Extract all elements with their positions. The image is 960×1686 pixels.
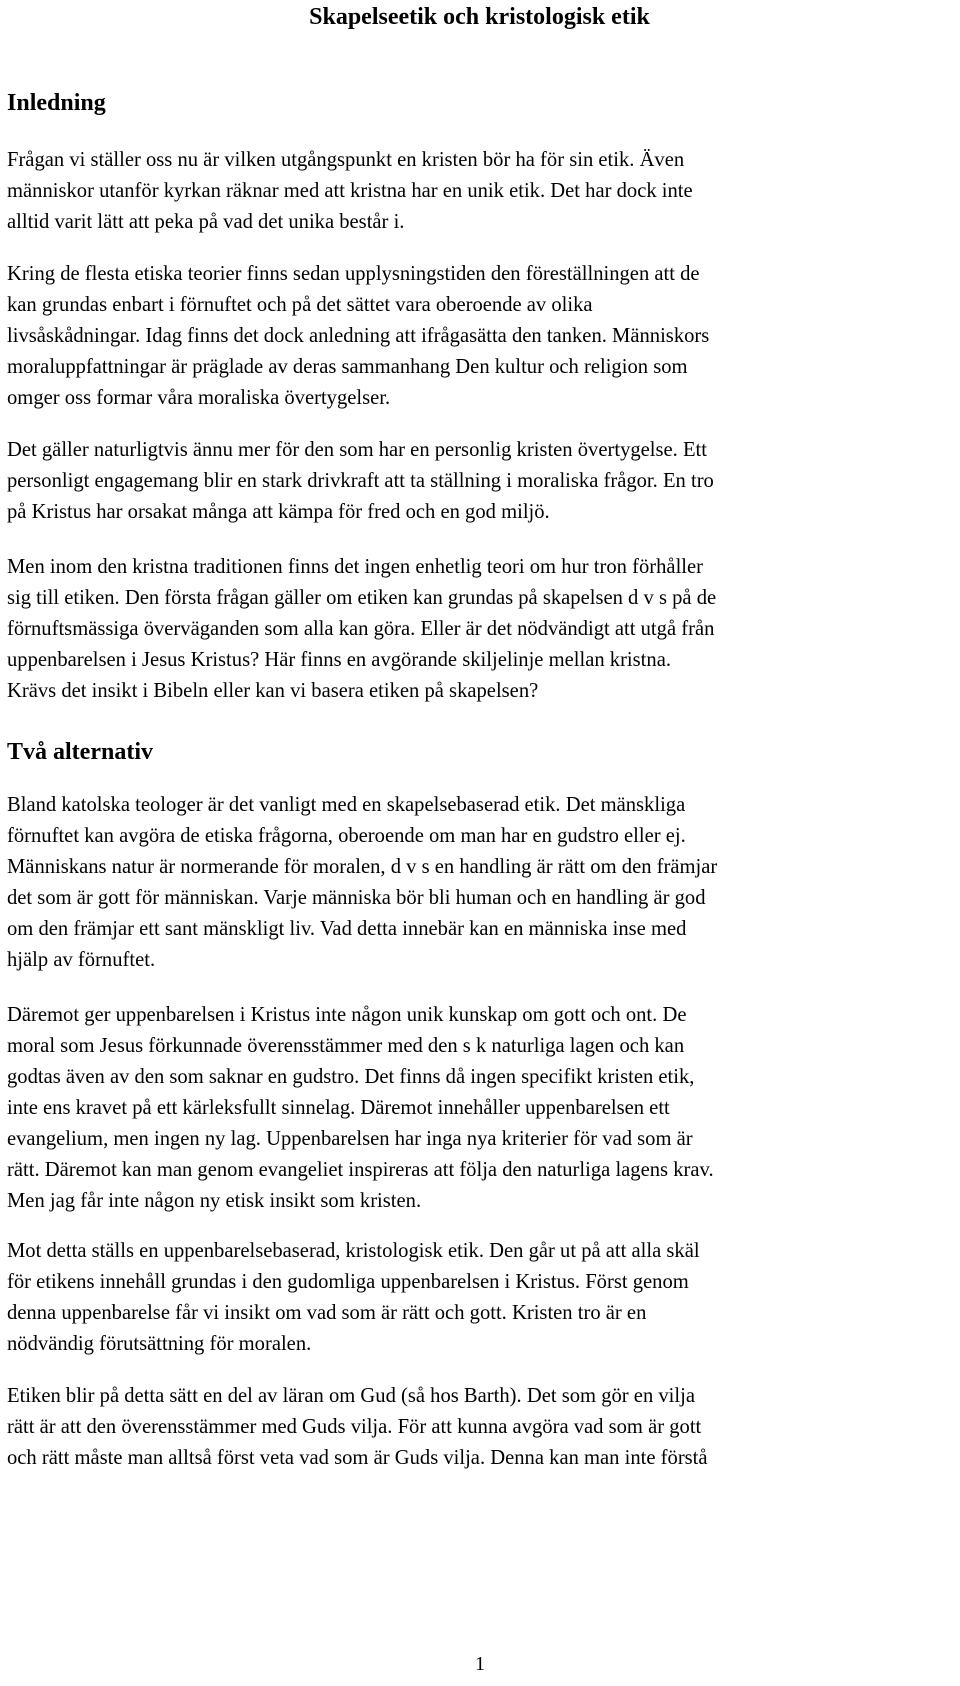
text-line: inte ens kravet på ett kärleksfullt sinnelag. Däremot innehåller uppenbarelsen ett bbox=[7, 1097, 670, 1119]
text-line: Det gäller naturligtvis ännu mer för den som har en personlig kristen övertygelse. Ett bbox=[7, 439, 707, 461]
text-line: Mot detta ställs en uppenbarelsebaserad, kristologisk etik. Den går ut på att alla skäl bbox=[7, 1240, 700, 1262]
text-line: kan grundas enbart i förnuftet och på det sättet vara oberoende av olika bbox=[7, 294, 593, 316]
paragraph bbox=[7, 435, 947, 528]
text-line: det som är gott för människan. Varje människa bör bli human och en handling är god bbox=[7, 887, 706, 909]
paragraph bbox=[7, 1381, 947, 1474]
text-line: Men jag får inte någon ny etisk insikt som kristen. bbox=[7, 1190, 422, 1212]
document-title: Skapelseetik och kristologisk etik bbox=[309, 4, 650, 30]
paragraph bbox=[7, 790, 947, 976]
text-line: rätt. Däremot kan man genom evangeliet inspireras att följa den naturliga lagens krav. bbox=[7, 1159, 714, 1181]
text-line: och rätt måste man alltså först veta vad som är Guds vilja. Denna kan man inte förstå bbox=[7, 1447, 708, 1469]
text-line: omger oss formar våra moraliska övertygelser. bbox=[7, 387, 391, 409]
text-line: om den främjar ett sant mänskligt liv. Vad detta innebär kan en människa inse med bbox=[7, 918, 687, 940]
text-line: personligt engagemang blir en stark drivkraft att ta ställning i moraliska frågor. En tro bbox=[7, 470, 714, 492]
paragraph bbox=[7, 1000, 947, 1217]
text-line: för etikens innehåll grundas i den gudomliga uppenbarelsen i Kristus. Först genom bbox=[7, 1271, 689, 1293]
text-line: Men inom den kristna traditionen finns det ingen enhetlig teori om hur tron förhåller bbox=[7, 556, 704, 578]
section-heading-tva-alternativ: Två alternativ bbox=[7, 739, 153, 765]
text-line: människor utanför kyrkan räknar med att kristna har en unik etik. Det har dock inte bbox=[7, 180, 693, 202]
text-line: sig till etiken. Den första frågan gäller om etiken kan grundas på skapelsen d v s på de bbox=[7, 587, 717, 609]
text-line: på Kristus har orsakat många att kämpa för fred och en god miljö. bbox=[7, 501, 550, 523]
section-heading-inledning: Inledning bbox=[7, 90, 106, 116]
text-line: Bland katolska teologer är det vanligt med en skapelsebaserad etik. Det mänskliga bbox=[7, 794, 686, 816]
text-line: alltid varit lätt att peka på vad det unika består i. bbox=[7, 211, 405, 233]
text-line: livsåskådningar. Idag finns det dock anledning att ifrågasätta den tanken. Människors bbox=[7, 325, 710, 347]
paragraph bbox=[7, 1236, 947, 1360]
text-line: Krävs det insikt i Bibeln eller kan vi basera etiken på skapelsen? bbox=[7, 680, 539, 702]
text-line: evangelium, men ingen ny lag. Uppenbarelsen har inga nya kriterier för vad som är bbox=[7, 1128, 693, 1150]
text-line: förnuftsmässiga överväganden som alla kan göra. Eller är det nödvändigt att utgå från bbox=[7, 618, 715, 640]
text-line: förnuftet kan avgöra de etiska frågorna, oberoende om man har en gudstro eller ej. bbox=[7, 825, 686, 847]
paragraph bbox=[7, 552, 947, 707]
text-line: moral som Jesus förkunnade överensstämmer med den s k naturliga lagen och kan bbox=[7, 1035, 685, 1057]
page-number: 1 bbox=[475, 1653, 485, 1675]
text-line: denna uppenbarelse får vi insikt om vad som är rätt och gott. Kristen tro är en bbox=[7, 1302, 647, 1324]
text-line: Frågan vi ställer oss nu är vilken utgångspunkt en kristen bör ha för sin etik. Även bbox=[7, 149, 685, 171]
text-line: nödvändig förutsättning för moralen. bbox=[7, 1333, 312, 1355]
text-line: hjälp av förnuftet. bbox=[7, 949, 156, 971]
text-line: Etiken blir på detta sätt en del av läran om Gud (så hos Barth). Det som gör en vilja bbox=[7, 1385, 695, 1407]
text-line: Däremot ger uppenbarelsen i Kristus inte någon unik kunskap om gott och ont. De bbox=[7, 1004, 687, 1026]
text-line: uppenbarelsen i Jesus Kristus? Här finns en avgörande skiljelinje mellan kristna. bbox=[7, 649, 671, 671]
text-line: moraluppfattningar är präglade av deras sammanhang Den kultur och religion som bbox=[7, 356, 688, 378]
text-line: Människans natur är normerande för moralen, d v s en handling är rätt om den främjar bbox=[7, 856, 718, 878]
paragraph bbox=[7, 145, 947, 238]
text-line: godtas även av den som saknar en gudstro. Det finns då ingen specifikt kristen etik, bbox=[7, 1066, 695, 1088]
text-line: Kring de flesta etiska teorier finns sedan upplysningstiden den föreställningen att de bbox=[7, 263, 700, 285]
text-line: rätt är att den överensstämmer med Guds vilja. För att kunna avgöra vad som är gott bbox=[7, 1416, 702, 1438]
paragraph bbox=[7, 259, 947, 414]
